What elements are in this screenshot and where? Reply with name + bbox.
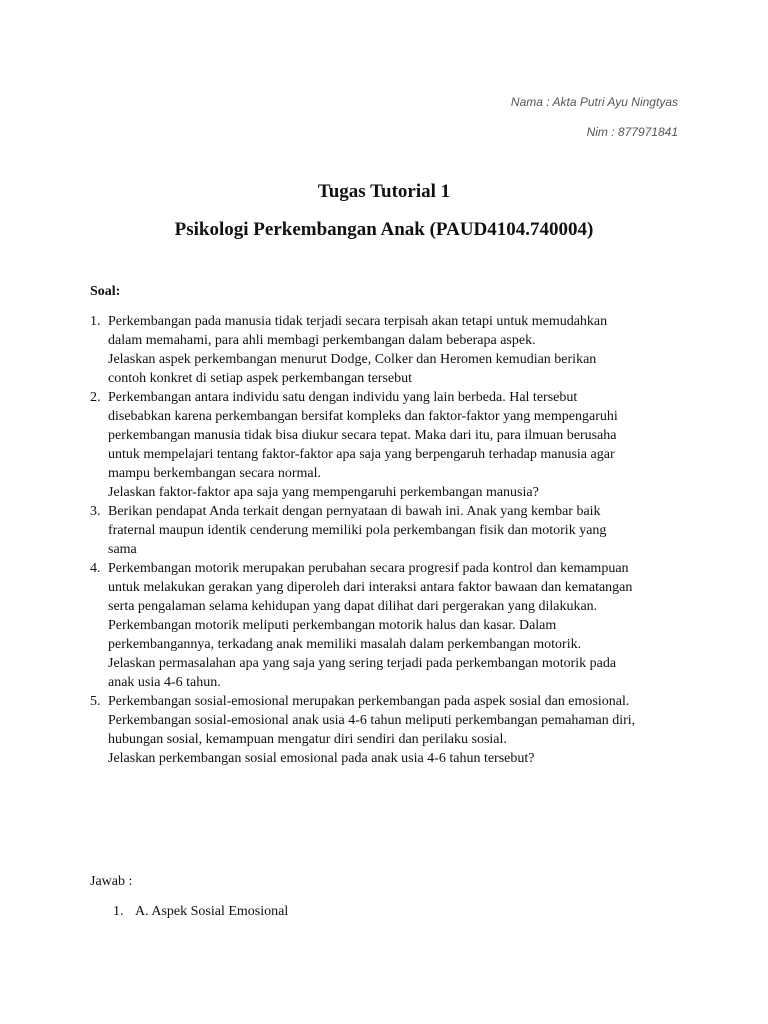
question-text-line: dalam memahami, para ahli membagi perkembangan dalam beberapa aspek. <box>108 333 536 348</box>
question-text-line: hubungan sosial, kemampuan mengatur diri sendiri dan perilaku sosial. <box>108 732 507 747</box>
answers-heading: Jawab : <box>90 874 133 889</box>
document-title: Tugas Tutorial 1 <box>317 181 451 202</box>
question-text-line: fraternal maupun identik cenderung memiliki pola perkembangan fisik dan motorik yang <box>108 523 607 538</box>
question-text-line: perkembangan manusia tidak bisa diukur secara tepat. Maka dari itu, para ilmuan berusaha <box>108 428 617 443</box>
student-name: Nama : Akta Putri Ayu Ningtyas <box>510 95 678 109</box>
question-text-line: Perkembangan motorik merupakan perubahan secara progresif pada kontrol dan kemampuan <box>108 561 629 576</box>
student-nim: Nim : 877971841 <box>586 125 678 139</box>
question-text-line: Jelaskan aspek perkembangan menurut Dodge, Colker dan Heromen kemudian berikan <box>108 352 597 367</box>
question-number: 1. <box>90 314 101 329</box>
question-text-line: Jelaskan permasalahan apa yang saja yang sering terjadi pada perkembangan motorik pada <box>108 656 617 671</box>
question-text-line: Jelaskan perkembangan sosial emosional pada anak usia 4-6 tahun tersebut? <box>108 751 535 766</box>
question-number: 5. <box>90 694 101 709</box>
question-text-line: anak usia 4-6 tahun. <box>108 675 221 690</box>
question-list <box>90 312 680 768</box>
answer-item <box>113 904 288 920</box>
question-number: 2. <box>90 390 101 405</box>
question-text-line: Perkembangan sosial-emosional merupakan perkembangan pada aspek sosial dan emosional. <box>108 694 630 709</box>
question-item <box>90 502 680 559</box>
answer-number: 1. <box>113 904 124 919</box>
question-text-line: Perkembangan motorik meliputi perkembangan motorik halus dan kasar. Dalam <box>108 618 557 633</box>
question-text-line: untuk mempelajari tentang faktor-faktor apa saja yang berpengaruh terhadap manusia agar <box>108 447 615 462</box>
question-item <box>90 388 680 502</box>
question-text-line: Jelaskan faktor-faktor apa saja yang mempengaruhi perkembangan manusia? <box>108 485 539 500</box>
questions-heading: Soal: <box>90 284 121 299</box>
question-item <box>90 692 680 768</box>
question-item <box>90 559 680 692</box>
question-text-line: sama <box>108 542 137 557</box>
answer-text: A. Aspek Sosial Emosional <box>135 904 289 919</box>
question-number: 4. <box>90 561 101 576</box>
question-item <box>90 312 680 388</box>
question-text-line: contoh konkret di setiap aspek perkembangan tersebut <box>108 371 413 386</box>
question-text-line: mampu berkembangan secara normal. <box>108 466 322 481</box>
question-text-line: untuk melakukan gerakan yang diperoleh dari interaksi antara faktor bawaan dan kematangan <box>108 580 633 595</box>
question-text-line: Perkembangan sosial-emosional anak usia 4-6 tahun meliputi perkembangan pemahaman diri, <box>108 713 636 728</box>
question-text-line: Perkembangan pada manusia tidak terjadi secara terpisah akan tetapi untuk memudahkan <box>108 314 608 329</box>
question-text-line: Berikan pendapat Anda terkait dengan pernyataan di bawah ini. Anak yang kembar baik <box>108 504 601 519</box>
question-text-line: Perkembangan antara individu satu dengan individu yang lain berbeda. Hal tersebut <box>108 390 578 405</box>
question-text-line: perkembangannya, terkadang anak memiliki masalah dalam perkembangan motorik. <box>108 637 582 652</box>
course-title: Psikologi Perkembangan Anak (PAUD4104.740004) <box>174 219 594 240</box>
question-text-line: serta pengalaman selama kehidupan yang dapat dilihat dari pergerakan yang dilakukan. <box>108 599 598 614</box>
question-text-line: disebabkan karena perkembangan bersifat kompleks dan faktor-faktor yang mempengaruhi <box>108 409 618 424</box>
question-number: 3. <box>90 504 101 519</box>
